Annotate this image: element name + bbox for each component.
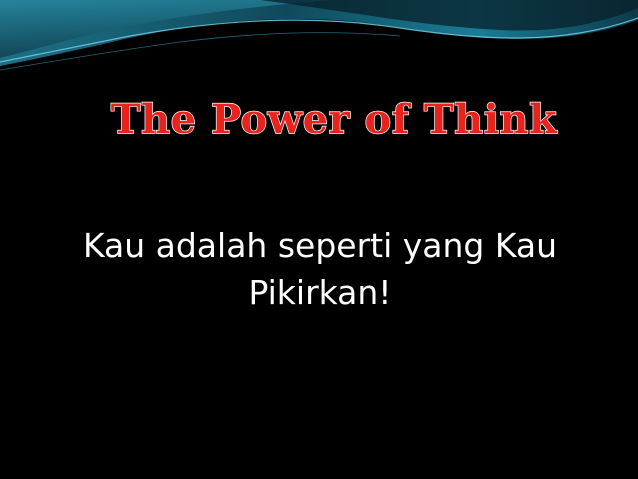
- header-wave-decoration: [0, 0, 638, 80]
- slide-body-text: Kau adalah seperti yang Kau Pikirkan!: [82, 226, 558, 312]
- slide-title: The Power of Think: [110, 96, 558, 143]
